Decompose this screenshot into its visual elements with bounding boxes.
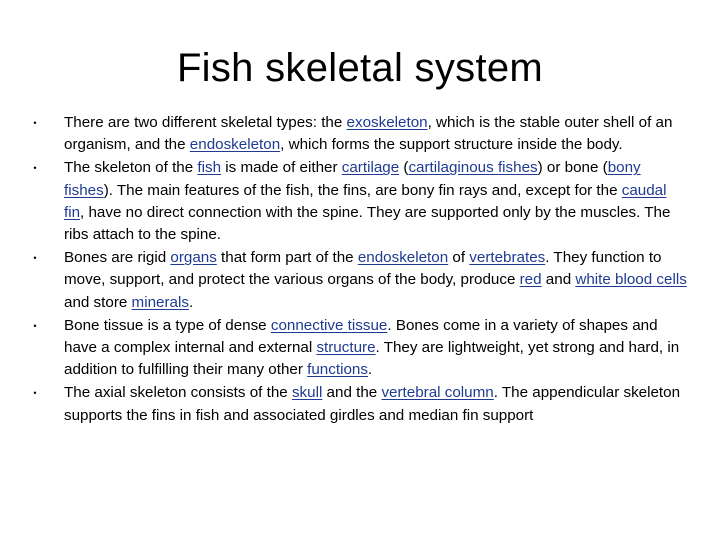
bullet-item <box>28 315 688 382</box>
link[interactable]: connective tissue <box>270 316 388 334</box>
link[interactable]: exoskeleton <box>346 114 428 131</box>
link[interactable]: fish <box>197 159 222 177</box>
link[interactable]: bony fishes <box>64 159 641 199</box>
link[interactable]: endoskeleton <box>189 136 281 154</box>
link[interactable]: functions <box>307 361 368 379</box>
text-run: Bones are rigid <box>64 249 171 267</box>
link[interactable]: cartilage <box>341 159 400 177</box>
text-run: and store <box>64 293 132 311</box>
bullet-item <box>28 247 688 314</box>
link[interactable]: organs <box>170 249 217 267</box>
text-run: ) or bone ( <box>537 159 608 177</box>
text-run: The axial skeleton consists of the <box>64 384 292 402</box>
text-run: . <box>188 293 194 311</box>
bullet-marker-icon: • <box>33 163 37 174</box>
bullet-item <box>28 157 688 246</box>
link[interactable]: vertebrates <box>469 249 546 267</box>
bullet-text <box>64 249 687 310</box>
bullet-text <box>64 114 672 153</box>
bullet-marker-icon: • <box>33 320 37 331</box>
text-run: Bone tissue is a type of dense <box>64 316 271 334</box>
bullet-item <box>28 382 688 426</box>
bullet-text <box>64 317 679 378</box>
text-run: , have no direct connection with the spine. They are supported only by the muscles. The ribs attach to the spine. <box>64 203 671 244</box>
link[interactable]: skull <box>291 384 323 402</box>
text-run: that form part of the <box>216 249 358 267</box>
bullet-text <box>64 384 680 423</box>
bullet-text <box>64 159 670 243</box>
link[interactable]: cartilaginous fishes <box>408 159 538 177</box>
text-run: ( <box>399 159 409 177</box>
bullet-marker-icon: • <box>33 253 37 264</box>
slide-title: Fish skeletal system <box>176 46 544 90</box>
bullet-item <box>28 112 688 156</box>
link[interactable]: endoskeleton <box>357 249 449 267</box>
text-run: . Bones come in a variety of shapes and have a complex internal and external <box>64 316 658 357</box>
bullet-list <box>28 112 688 428</box>
text-run: There are two different skeletal types: the <box>64 114 347 131</box>
text-run: of <box>448 249 470 267</box>
text-run: , which is the stable outer shell of an organism, and the <box>64 114 673 154</box>
text-run: and <box>541 271 576 289</box>
text-run: . <box>367 361 373 379</box>
text-run: and the <box>322 384 382 402</box>
text-run: , which forms the support structure inside the body. <box>280 136 623 154</box>
bullet-marker-icon: • <box>33 118 37 128</box>
text-run: ). The main features of the fish, the fins, are bony fin rays and, except for the <box>103 181 622 199</box>
link[interactable]: structure <box>316 339 376 357</box>
text-run: . They function to move, support, and protect the various organs of the body, produce <box>64 249 662 289</box>
link[interactable]: white blood cells <box>575 271 687 289</box>
text-run: is made of either <box>221 159 342 177</box>
text-run: . They are lightweight, yet strong and hard, in addition to fulfilling their many other <box>64 339 680 379</box>
bullet-marker-icon: • <box>33 388 37 399</box>
text-run: The skeleton of the <box>64 159 198 177</box>
link[interactable]: minerals <box>131 293 189 311</box>
link[interactable]: vertebral column <box>381 384 494 402</box>
text-run: . The appendicular skeleton supports the fins in fish and associated girdles and median fin support <box>64 384 681 424</box>
link[interactable]: red <box>519 271 542 289</box>
link[interactable]: caudal fin <box>64 181 667 221</box>
